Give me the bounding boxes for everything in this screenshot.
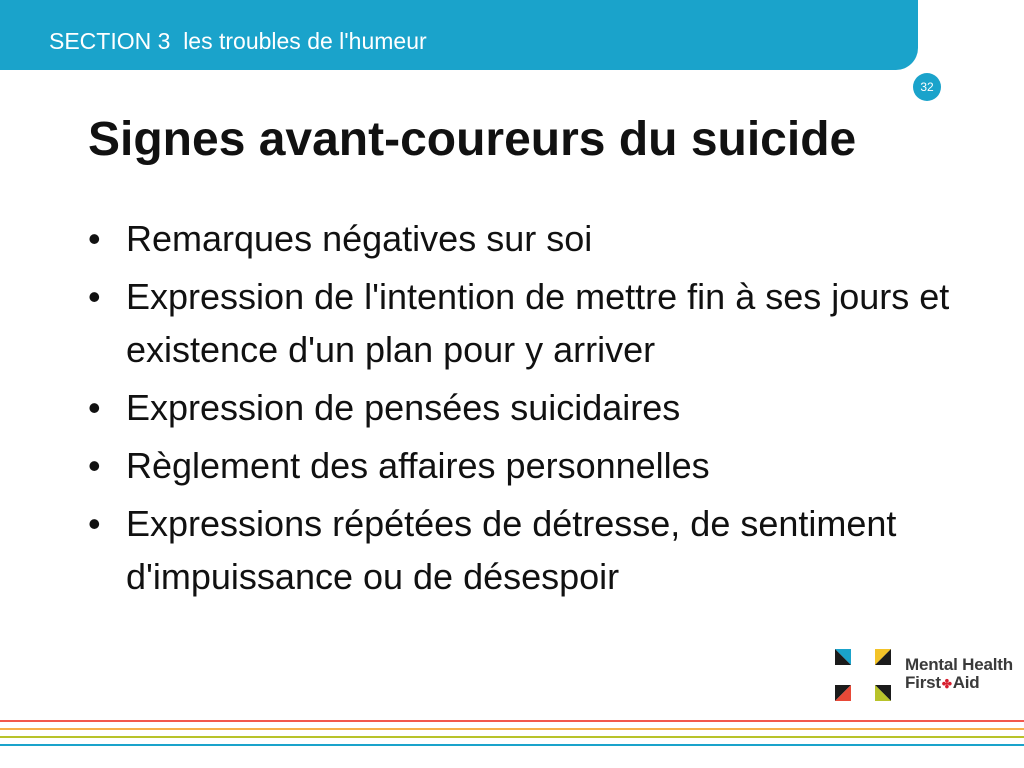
bullet-marker: • bbox=[88, 503, 101, 544]
bullet-item bbox=[88, 381, 968, 434]
bullet-marker: • bbox=[88, 276, 101, 317]
stripe-teal bbox=[0, 744, 1024, 746]
logo-line-2 bbox=[905, 674, 1013, 693]
bottom-stripes bbox=[0, 720, 1024, 752]
bullet-text: Expression de pensées suicidaires bbox=[126, 387, 681, 428]
bullet-marker: • bbox=[88, 218, 101, 259]
cross-logo-icon bbox=[833, 645, 893, 705]
bullet-marker: • bbox=[88, 445, 101, 486]
section-title: SECTION 3 les troubles de l'humeur bbox=[49, 28, 427, 54]
mental-health-first-aid-logo bbox=[833, 645, 1018, 705]
maple-leaf-icon: ✤ bbox=[941, 677, 952, 691]
logo-wordmark bbox=[905, 656, 1013, 693]
bullet-marker: • bbox=[88, 387, 101, 428]
bullet-text: Expressions répétées de détresse, de sentiment d'impuissance ou de désespoir bbox=[126, 503, 897, 597]
stripe-olive bbox=[0, 736, 1024, 738]
stripe-red bbox=[0, 720, 1024, 722]
bullet-item bbox=[88, 270, 968, 376]
bullet-item bbox=[88, 212, 968, 265]
logo-word-first: First bbox=[905, 673, 941, 692]
bullet-item bbox=[88, 439, 968, 492]
logo-line-1: Mental Health bbox=[905, 655, 1013, 674]
bullet-text: Remarques négatives sur soi bbox=[126, 218, 593, 259]
bullet-list bbox=[88, 212, 968, 608]
bullet-text: Règlement des affaires personnelles bbox=[126, 445, 710, 486]
page-number-badge: 32 bbox=[913, 73, 941, 101]
bullet-text: Expression de l'intention de mettre fin à ses jours et existence d'un plan pour y arriver bbox=[126, 276, 950, 370]
slide-title: Signes avant-coureurs du suicide bbox=[88, 113, 857, 166]
bullet-item bbox=[88, 497, 968, 603]
stripe-orange bbox=[0, 728, 1024, 730]
logo-word-aid: Aid bbox=[952, 673, 980, 692]
